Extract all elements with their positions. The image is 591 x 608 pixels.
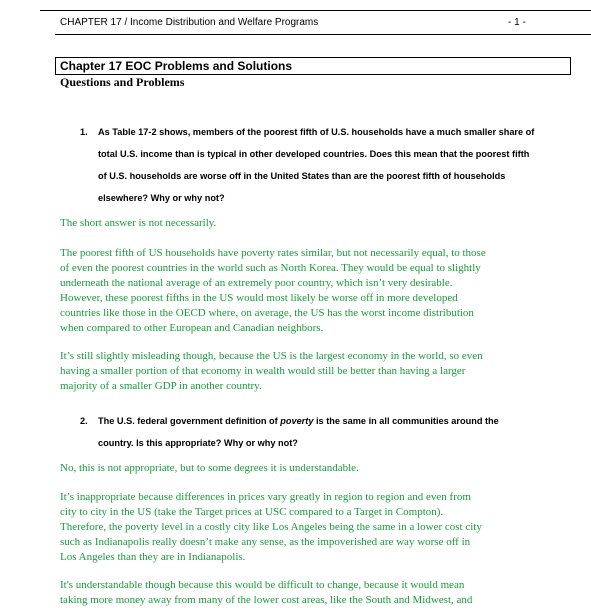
answer-line: majority of a smaller GDP in another country. <box>60 380 262 392</box>
answer-line: However, these poorest fifths in the US would most likely be worse off in more developed <box>60 292 458 304</box>
answer-line: The short answer is not necessarily. <box>60 217 217 229</box>
answer-line: such as Indianapolis really doesn’t make any sense, as the impoverished are way worse off in <box>60 536 471 548</box>
answer-line: of even the poorest countries in the world such as North Korea. They would be equal to slightly <box>60 262 481 274</box>
question-line: of U.S. households are worse off in the United States than are the poorest fifth of households <box>98 171 506 181</box>
answer-line: No, this is not appropriate, but to some degrees it is understandable. <box>60 462 359 474</box>
answer-line: It’s still slightly misleading though, because the US is the largest economy in the world, so even <box>60 350 483 362</box>
question-line: country. Is this appropriate? Why or why not? <box>98 438 298 448</box>
answer-line: It’s inappropriate because differences in prices vary greatly in region to region and even from <box>60 491 471 503</box>
answer-line: city to city in the US (take the Target prices at USC compared to a Target in Compton). <box>60 506 444 518</box>
answer-line: when compared to other European and Canadian neighbors. <box>60 322 324 334</box>
question-number: 2. <box>80 416 88 426</box>
answer-line: countries like those in the OECD where, on average, the US has the worst income distribution <box>60 307 474 319</box>
answer-2-paragraph-1 <box>60 490 565 565</box>
top-rule <box>40 10 591 11</box>
emphasis-poverty: poverty <box>280 416 314 426</box>
answer-1-paragraph-2 <box>60 349 565 394</box>
answer-line: underneath the national average of an extremely poor country, which isn’t very desirable. <box>60 277 453 289</box>
answer-line: Therefore, the poverty level in a costly city like Los Angeles being the same in a lower cost city <box>60 521 482 533</box>
answer-line: Los Angeles than they are in Indianapolis. <box>60 551 246 563</box>
section-subtitle: Questions and Problems <box>60 75 185 89</box>
answer-2-paragraph-2 <box>60 578 565 608</box>
question-number: 1. <box>80 127 88 137</box>
answer-line: The poorest fifth of US households have poverty rates similar, but not necessarily equal, to those <box>60 247 486 259</box>
header-rule <box>55 34 591 35</box>
answer-1-paragraph-1 <box>60 246 565 336</box>
question-line: As Table 17-2 shows, members of the poorest fifth of U.S. households have a much smaller share of <box>98 127 535 137</box>
answer-2-short <box>60 461 565 476</box>
running-header: CHAPTER 17 / Income Distribution and Welfare Programs <box>60 17 319 28</box>
question-line: total U.S. income than is typical in other developed countries. Does this mean that the poorest fifth <box>98 149 530 159</box>
page-number: - 1 - <box>508 17 526 28</box>
answer-line: taking more money away from many of the lower cost areas, like the South and Midwest, and <box>60 594 473 606</box>
question-line: The U.S. federal government definition of poverty is the same in all communities around the <box>98 416 499 426</box>
answer-line: having a smaller portion of that economy in wealth would still be better than having a larger <box>60 365 466 377</box>
answer-line: It's understandable though because this would be difficult to change, because it would mean <box>60 579 465 591</box>
question-line: elsewhere? Why or why not? <box>98 193 225 203</box>
chapter-title: Chapter 17 EOC Problems and Solutions <box>55 57 571 75</box>
answer-1-short <box>60 216 565 231</box>
